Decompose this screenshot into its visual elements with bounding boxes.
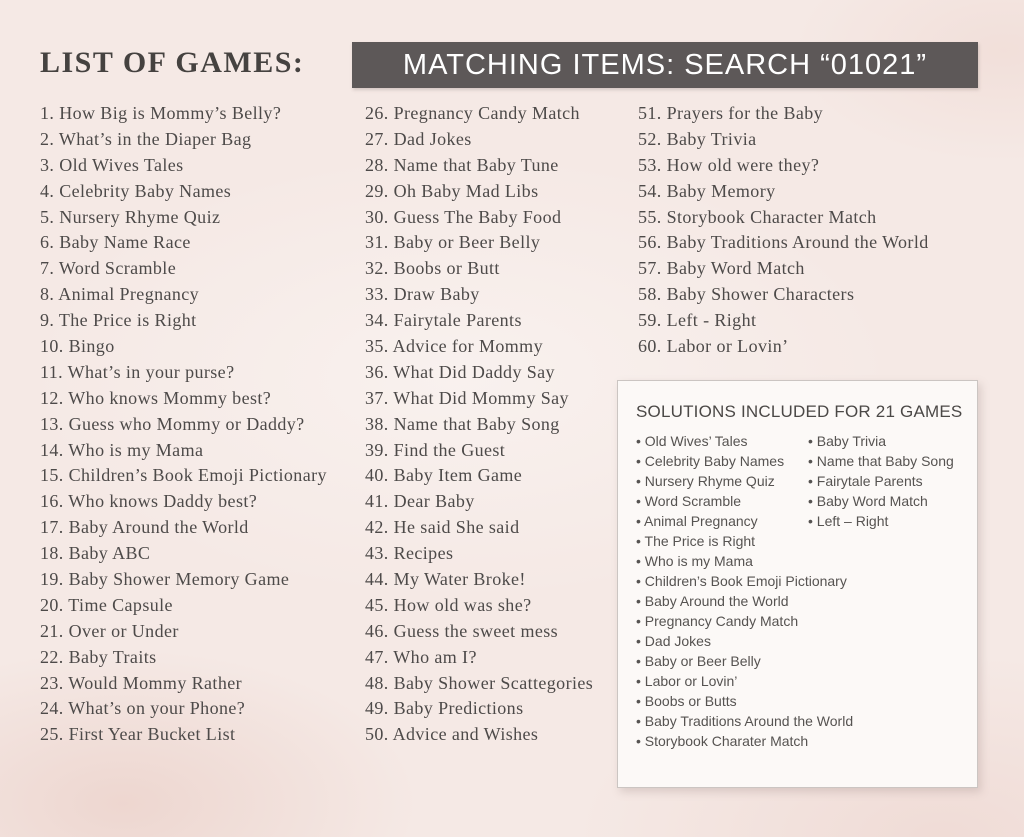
- game-list-item: 49. Baby Predictions: [365, 698, 524, 719]
- game-list-item: 54. Baby Memory: [638, 180, 776, 201]
- solutions-box: [617, 380, 978, 788]
- solutions-column-2: [808, 431, 954, 531]
- game-list-item: 11. What’s in your purse?: [40, 361, 235, 382]
- game-list-item: 53. How old were they?: [638, 154, 820, 175]
- solution-item: • Nursery Rhyme Quiz: [636, 471, 853, 491]
- games-column-1: [40, 101, 327, 748]
- game-list-item: 9. The Price is Right: [40, 310, 197, 331]
- game-list-item: 22. Baby Traits: [40, 646, 157, 667]
- game-list-item: 10. Bingo: [40, 336, 115, 357]
- game-list-item: 21. Over or Under: [40, 620, 179, 641]
- solutions-title: SOLUTIONS INCLUDED FOR 21 GAMES: [636, 402, 963, 421]
- game-list-item: 28. Name that Baby Tune: [365, 154, 559, 175]
- game-list-item: 51. Prayers for the Baby: [638, 103, 824, 123]
- game-list-item: 2. What’s in the Diaper Bag: [40, 128, 252, 149]
- game-list-item: 57. Baby Word Match: [638, 258, 805, 279]
- solution-item: • The Price is Right: [636, 531, 853, 551]
- game-list-item: 56. Baby Traditions Around the World: [638, 232, 929, 253]
- game-list-item: 23. Would Mommy Rather: [40, 672, 243, 693]
- game-list-item: 37. What Did Mommy Say: [365, 387, 569, 408]
- game-list-item: 32. Boobs or Butt: [365, 258, 500, 279]
- game-list-item: 60. Labor or Lovin’: [638, 336, 789, 357]
- game-list-item: 14. Who is my Mama: [40, 439, 204, 460]
- game-list-item: 15. Children’s Book Emoji Pictionary: [40, 465, 327, 486]
- game-list-item: 46. Guess the sweet mess: [365, 620, 559, 641]
- solution-item: • Word Scramble: [636, 491, 853, 511]
- game-list-item: 27. Dad Jokes: [365, 128, 472, 149]
- game-list-item: 40. Baby Item Game: [365, 465, 523, 486]
- solution-item: • Baby Traditions Around the World: [636, 711, 853, 731]
- game-list-item: 39. Find the Guest: [365, 439, 506, 460]
- game-list-item: 1. How Big is Mommy’s Belly?: [40, 103, 282, 123]
- game-list-item: 16. Who knows Daddy best?: [40, 491, 258, 512]
- game-list-item: 29. Oh Baby Mad Libs: [365, 180, 539, 201]
- solution-item: • Baby Around the World: [636, 591, 853, 611]
- game-list-item: 12. Who knows Mommy best?: [40, 387, 272, 408]
- solution-item: • Labor or Lovin’: [636, 671, 853, 691]
- solution-item: • Celebrity Baby Names: [636, 451, 853, 471]
- game-list-item: 4. Celebrity Baby Names: [40, 180, 232, 201]
- game-list-item: 38. Name that Baby Song: [365, 413, 560, 434]
- game-list-item: 52. Baby Trivia: [638, 128, 757, 149]
- solution-item: • Name that Baby Song: [808, 451, 954, 471]
- solution-item: • Who is my Mama: [636, 551, 853, 571]
- game-list-item: 13. Guess who Mommy or Daddy?: [40, 413, 305, 434]
- solution-item: • Baby Trivia: [808, 431, 954, 451]
- games-column-3: [638, 101, 929, 360]
- solution-item: • Baby Word Match: [808, 491, 954, 511]
- solution-item: • Animal Pregnancy: [636, 511, 853, 531]
- game-list-item: 18. Baby ABC: [40, 543, 151, 564]
- game-list-item: 47. Who am I?: [365, 646, 477, 667]
- game-list-item: 55. Storybook Character Match: [638, 206, 877, 227]
- game-list-item: 19. Baby Shower Memory Game: [40, 569, 290, 590]
- game-list-item: 50. Advice and Wishes: [365, 724, 539, 745]
- solution-item: • Dad Jokes: [636, 631, 853, 651]
- game-list-item: 8. Animal Pregnancy: [40, 284, 200, 305]
- game-list-item: 30. Guess The Baby Food: [365, 206, 562, 227]
- game-list-item: 58. Baby Shower Characters: [638, 284, 855, 305]
- game-list-item: 41. Dear Baby: [365, 491, 475, 512]
- solution-item: • Old Wives’ Tales: [636, 431, 853, 451]
- game-list-item: 26. Pregnancy Candy Match: [365, 103, 580, 123]
- solution-item: • Boobs or Butts: [636, 691, 853, 711]
- game-list-item: 42. He said She said: [365, 517, 520, 538]
- game-list-item: 25. First Year Bucket List: [40, 724, 236, 745]
- game-list-item: 45. How old was she?: [365, 594, 532, 615]
- game-list-item: 44. My Water Broke!: [365, 569, 526, 590]
- game-list-item: 33. Draw Baby: [365, 284, 480, 305]
- game-list-item: 43. Recipes: [365, 543, 454, 564]
- solution-item: • Left – Right: [808, 511, 954, 531]
- game-list-item: 17. Baby Around the World: [40, 517, 249, 538]
- game-list-item: 31. Baby or Beer Belly: [365, 232, 541, 253]
- game-list-item: 36. What Did Daddy Say: [365, 361, 555, 382]
- games-column-2: [365, 101, 593, 748]
- game-list-item: 3. Old Wives Tales: [40, 154, 184, 175]
- game-list-item: 5. Nursery Rhyme Quiz: [40, 206, 221, 227]
- game-list-item: 59. Left - Right: [638, 310, 757, 331]
- game-list-item: 34. Fairytale Parents: [365, 310, 522, 331]
- game-list-item: 6. Baby Name Race: [40, 232, 191, 253]
- solution-item: • Baby or Beer Belly: [636, 651, 853, 671]
- page-title: LIST OF GAMES:: [40, 46, 305, 79]
- solution-item: • Fairytale Parents: [808, 471, 954, 491]
- game-list-item: 20. Time Capsule: [40, 594, 173, 615]
- solution-item: • Children’s Book Emoji Pictionary: [636, 571, 853, 591]
- game-list-item: 24. What’s on your Phone?: [40, 698, 246, 719]
- game-list-item: 7. Word Scramble: [40, 258, 177, 279]
- matching-items-banner: MATCHING ITEMS: SEARCH “01021”: [352, 42, 978, 88]
- solution-item: • Storybook Charater Match: [636, 731, 853, 751]
- game-list-item: 35. Advice for Mommy: [365, 336, 543, 357]
- solution-item: • Pregnancy Candy Match: [636, 611, 853, 631]
- game-list-item: 48. Baby Shower Scattegories: [365, 672, 594, 693]
